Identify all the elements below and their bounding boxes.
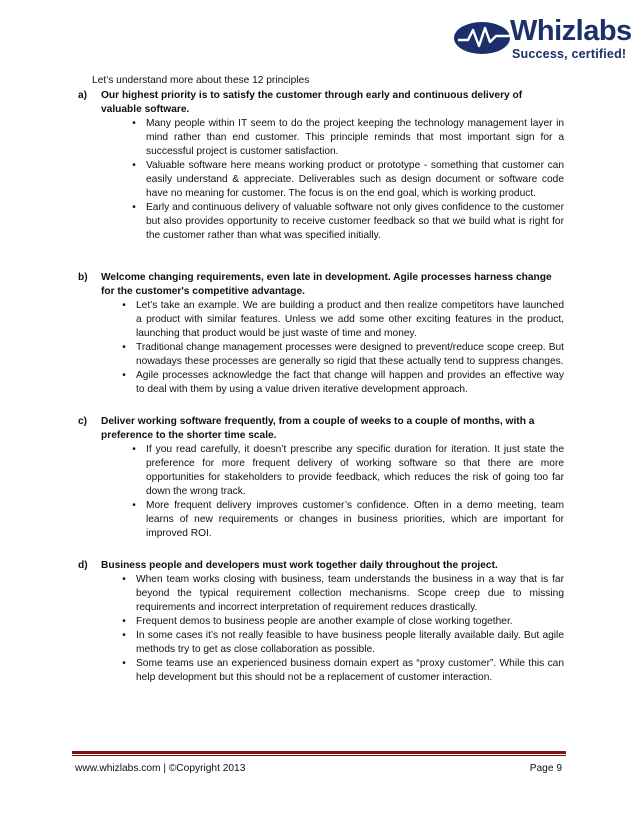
- bullet-icon: •: [132, 500, 136, 511]
- list-item: [78, 369, 564, 397]
- bullet-icon: •: [122, 630, 126, 641]
- bullet-text: If you read carefully, it doesn’t prescribe any specific duration for iteration. It just state the preference for more frequent delivery of working software so that there are more opportunities for stakeholders to provide feedback, which reduces the risk of going too far down the wrong track.: [146, 444, 564, 497]
- section-title: Deliver working software frequently, from a couple of weeks to a couple of months, with a preference to the shorter time scale.: [101, 416, 535, 441]
- bullet-icon: •: [122, 658, 126, 669]
- bullet-text: When team works closing with business, team understands the business in a way that is far beyond the typical requirement collection mechanisms. Scope creep due to missing requirements and incorrect interpretation of requirement reduces drastically.: [136, 574, 564, 613]
- section-heading: [78, 559, 564, 573]
- bullet-text: Early and continuous delivery of valuable software not only gives confidence to the customer but also provides opportunity to receive customer feedback so that we build what is right for the customer rather than what was specified initially.: [146, 202, 564, 241]
- section-title: Our highest priority is to satisfy the customer through early and continuous delivery of valuable software.: [101, 90, 523, 115]
- footer-rule-thin: [72, 755, 566, 756]
- bullet-icon: •: [122, 342, 126, 353]
- bullet-text: Let’s take an example. We are building a product and then realize competitors have launched a product with similar features. Unless we add some other exciting features in the product, launching that product would be just waste of time and money.: [136, 300, 564, 339]
- list-item: [78, 201, 564, 243]
- bullet-icon: •: [122, 300, 126, 311]
- list-item: [78, 573, 564, 615]
- section-letter: d): [78, 560, 88, 571]
- whizlabs-swoosh-icon: [452, 14, 516, 62]
- section-a: [78, 89, 564, 243]
- section-c: [78, 415, 564, 541]
- section-d: [78, 559, 564, 685]
- list-item: [78, 159, 564, 201]
- bullet-icon: •: [132, 160, 136, 171]
- bullet-icon: •: [132, 202, 136, 213]
- bullet-text: More frequent delivery improves customer’s confidence. Often in a demo meeting, team learns of new requirements or changes in business priorities, which are important for improved ROI.: [146, 500, 564, 539]
- section-b: [78, 271, 564, 397]
- whizlabs-logo: [452, 14, 632, 66]
- bullet-text: Traditional change management processes were designed to prevent/reduce scope creep. But nowadays these processes are generally so rigid that these actually tend to suppress changes.: [136, 342, 564, 367]
- bullet-text: In some cases it’s not really feasible to have business people literally available daily. But agile methods try to get as close collaboration as possible.: [136, 630, 564, 655]
- bullet-list: [78, 443, 564, 541]
- section-letter: b): [78, 272, 88, 283]
- page-number: Page 9: [529, 763, 562, 774]
- bullet-text: Many people within IT seem to do the project keeping the technology management layer in mind rather than end customer. This principle reminds that most important sign for a successful project is customer satisfaction.: [146, 118, 564, 157]
- list-item: [78, 499, 564, 541]
- logo-tagline: Success, certified!: [512, 47, 627, 61]
- bullet-text: Agile processes acknowledge the fact that change will happen and provides an effective way to deal with them by using a value driven iterative development approach.: [136, 370, 564, 395]
- document-body: [78, 74, 564, 703]
- list-item: [78, 629, 564, 657]
- bullet-icon: •: [122, 370, 126, 381]
- intro-text: Let’s understand more about these 12 principles: [92, 75, 310, 86]
- list-item: [78, 443, 564, 499]
- bullet-list: [78, 573, 564, 685]
- section-heading: [78, 415, 564, 443]
- list-item: [78, 117, 564, 159]
- bullet-text: Some teams use an experienced business domain expert as “proxy customer”. While this can help development but this should not be a replacement of customer interaction.: [136, 658, 564, 683]
- footer-copyright: www.whizlabs.com | ©Copyright 2013: [75, 763, 246, 774]
- section-title: Welcome changing requirements, even late in development. Agile processes harness change for the customer's competitive advantage.: [101, 272, 552, 297]
- bullet-list: [78, 299, 564, 397]
- bullet-icon: •: [132, 118, 136, 129]
- bullet-icon: •: [132, 444, 136, 455]
- section-letter: a): [78, 90, 88, 101]
- list-item: [78, 299, 564, 341]
- section-heading: [78, 271, 564, 299]
- bullet-list: [78, 117, 564, 243]
- list-item: [78, 341, 564, 369]
- bullet-icon: •: [122, 616, 126, 627]
- logo-text: Whizlabs: [510, 15, 632, 47]
- section-title: Business people and developers must work together daily throughout the project.: [101, 560, 498, 571]
- bullet-text: Valuable software here means working product or prototype - something that customer can easily understand & appreciate. Deliverables such as design document or software code have no meaning for customer. The focus is on the end goal, which is working product.: [146, 160, 564, 199]
- section-heading: [78, 89, 564, 117]
- list-item: [78, 657, 564, 685]
- bullet-text: Frequent demos to business people are another example of close working together.: [136, 616, 513, 627]
- list-item: [78, 615, 564, 629]
- footer-rule: [72, 751, 566, 754]
- bullet-icon: •: [122, 574, 126, 585]
- section-letter: c): [78, 416, 88, 427]
